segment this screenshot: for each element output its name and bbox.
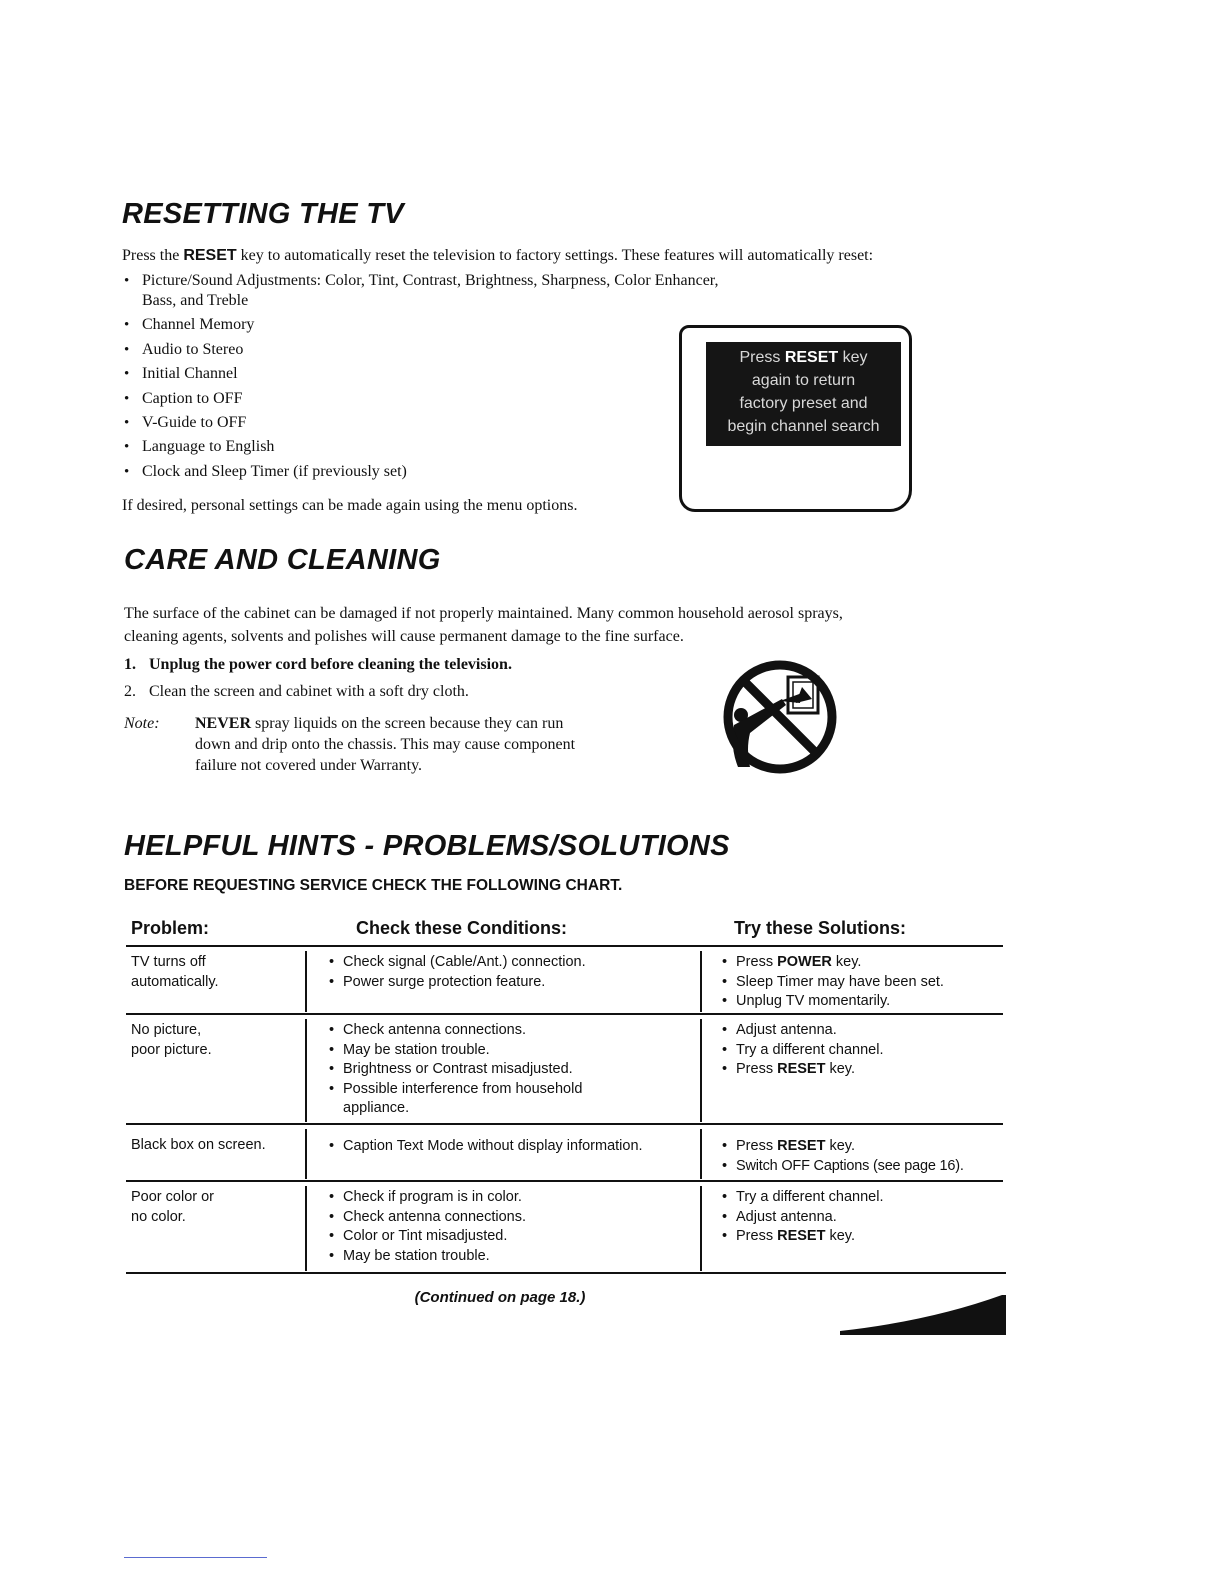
- reset-onscreen-message: [706, 342, 901, 446]
- page-footer-wedge: [840, 1295, 1006, 1335]
- col-divider: [700, 1186, 702, 1271]
- osd-reset-key: RESET: [784, 349, 839, 366]
- list-item-text: Caption to OFF: [142, 389, 243, 407]
- care-paragraph: [124, 604, 843, 647]
- list-item: • Check antenna connections.: [328, 1208, 690, 1228]
- list-item-text: Picture/Sound Adjustments: Color, Tint, Contrast, Brightness, Sharpness, Color Enhancer,: [142, 272, 719, 289]
- note-line-3: failure not covered under Warranty.: [195, 757, 423, 774]
- list-item-text: Initial Channel: [142, 365, 238, 383]
- list-item: • Check if program is in color.: [328, 1188, 690, 1208]
- table-rule-bottom: [126, 1272, 1006, 1274]
- col-header-solutions: Try these Solutions:: [734, 918, 907, 938]
- tv-screen-illustration: [679, 325, 912, 512]
- list-item-text: Audio to Stereo: [142, 340, 244, 358]
- osd-line-3: factory preset and: [739, 395, 868, 412]
- list-item: • Possible interference from household appliance.: [328, 1080, 648, 1119]
- osd-line-1-post: key: [842, 349, 868, 366]
- continued-note: (Continued on page 18.): [414, 1289, 586, 1306]
- reset-section-title: RESETTING THE TV: [122, 198, 404, 230]
- list-item: • Power surge protection feature.: [328, 973, 690, 993]
- no-spray-icon: [716, 657, 844, 777]
- reset-intro-post: key to automatically reset the television to factory settings. These features will automatically reset:: [240, 247, 874, 264]
- problem-text: TV turns off: [131, 954, 206, 970]
- col-divider: [305, 951, 307, 1012]
- table-row-3-conditions: [328, 1137, 643, 1157]
- note-text: [195, 713, 635, 776]
- list-item: • Switch OFF Captions (see page 16).: [721, 1157, 1011, 1177]
- note-line-1: spray liquids on the screen because they can run: [255, 715, 564, 732]
- list-item: • Check signal (Cable/Ant.) connection.: [328, 953, 690, 973]
- osd-line-1-pre: Press: [739, 349, 781, 366]
- care-paragraph-line-2: cleaning agents, solvents and polishes will cause permanent damage to the fine surface.: [124, 628, 684, 645]
- note-line-2: down and drip onto the chassis. This may cause component: [195, 736, 576, 753]
- list-item: • Adjust antenna.: [721, 1208, 1003, 1228]
- list-item-text: Clock and Sleep Timer (if previously set): [142, 462, 407, 480]
- page-edge-mark: [124, 1557, 267, 1558]
- list-item: • Press RESET key.: [721, 1227, 1003, 1247]
- care-step-2: [124, 682, 512, 702]
- col-divider: [700, 1019, 702, 1122]
- list-item: • Press RESET key.: [721, 1137, 1011, 1157]
- list-item: • Try a different channel.: [721, 1041, 1003, 1061]
- list-item: • Try a different channel.: [721, 1188, 1003, 1208]
- reset-intro: [122, 246, 873, 266]
- osd-line-2: again to return: [751, 372, 856, 389]
- reset-key-label: RESET: [183, 247, 237, 264]
- reset-footer-note: If desired, personal settings can be made again using the menu options.: [122, 497, 578, 514]
- col-header-conditions: Check these Conditions:: [356, 918, 568, 938]
- table-row-2-problem: [131, 1021, 212, 1060]
- list-item: • Press POWER key.: [721, 953, 1003, 973]
- care-steps: [124, 655, 512, 709]
- reset-intro-pre: Press the: [122, 247, 180, 264]
- list-item: • Press RESET key.: [721, 1060, 1003, 1080]
- table-row-1-conditions: [328, 953, 690, 992]
- table-row-4-solutions: [721, 1188, 1003, 1247]
- list-item: • Check antenna connections.: [328, 1021, 648, 1041]
- note-label: Note:: [124, 715, 160, 732]
- step-text: Unplug the power cord before cleaning the television.: [149, 656, 512, 673]
- col-divider: [305, 1186, 307, 1271]
- table-row-2-solutions: [721, 1021, 1003, 1080]
- table-row-2-conditions: [328, 1021, 648, 1119]
- table-rule-header: [126, 945, 1003, 947]
- table-row-1-solutions: [721, 953, 1003, 1012]
- list-item-text: Language to English: [142, 438, 275, 456]
- list-item: • May be station trouble.: [328, 1247, 690, 1267]
- problem-text: no color.: [131, 1208, 186, 1225]
- col-divider: [305, 1019, 307, 1122]
- care-paragraph-line-1: The surface of the cabinet can be damaged if not properly maintained. Many common household aerosol sprays,: [124, 605, 843, 622]
- col-divider: [700, 1129, 702, 1179]
- hints-section-title: HELPFUL HINTS - PROBLEMS/SOLUTIONS: [124, 830, 730, 862]
- list-item: • May be station trouble.: [328, 1041, 648, 1061]
- care-section-title: CARE AND CLEANING: [124, 544, 441, 576]
- table-rule-row-1: [126, 1013, 1003, 1015]
- problem-text: poor picture.: [131, 1041, 212, 1058]
- table-rule-row-3: [126, 1180, 1003, 1182]
- table-row-1-problem: [131, 953, 219, 992]
- col-divider: [700, 951, 702, 1012]
- list-item: • Brightness or Contrast misadjusted.: [328, 1060, 648, 1080]
- problem-text: automatically.: [131, 973, 219, 990]
- col-header-problem: Problem:: [131, 918, 210, 938]
- list-item: • Caption Text Mode without display information.: [328, 1137, 643, 1157]
- list-item-text-cont: Bass, and Treble: [142, 292, 249, 309]
- table-row-3-solutions: [721, 1137, 1011, 1176]
- step-number: 1.: [124, 656, 136, 673]
- problem-text: Poor color or: [131, 1189, 215, 1205]
- list-item: • Sleep Timer may have been set.: [721, 973, 1003, 993]
- problem-text: Black box on screen.: [131, 1137, 266, 1153]
- table-row-3-problem: [131, 1136, 266, 1156]
- table-row-4-problem: [131, 1188, 214, 1227]
- step-number: 2.: [124, 683, 136, 700]
- list-item-text: V-Guide to OFF: [142, 413, 247, 431]
- osd-line-4: begin channel search: [727, 418, 880, 435]
- list-item: • Unplug TV momentarily.: [721, 992, 1003, 1012]
- list-item: [122, 271, 802, 311]
- list-item: • Color or Tint misadjusted.: [328, 1227, 690, 1247]
- problem-text: No picture,: [131, 1022, 202, 1038]
- osd-line-1: [706, 346, 901, 369]
- care-step-1: [124, 655, 512, 675]
- col-divider: [305, 1129, 307, 1179]
- list-item-text: Channel Memory: [142, 316, 255, 334]
- note-never: NEVER: [195, 715, 252, 732]
- table-rule-row-2: [126, 1123, 1003, 1125]
- list-item: • Adjust antenna.: [721, 1021, 1003, 1041]
- step-text: Clean the screen and cabinet with a soft dry cloth.: [149, 683, 469, 700]
- hints-subtitle: BEFORE REQUESTING SERVICE CHECK THE FOLLOWING CHART.: [124, 877, 623, 894]
- table-row-4-conditions: [328, 1188, 690, 1266]
